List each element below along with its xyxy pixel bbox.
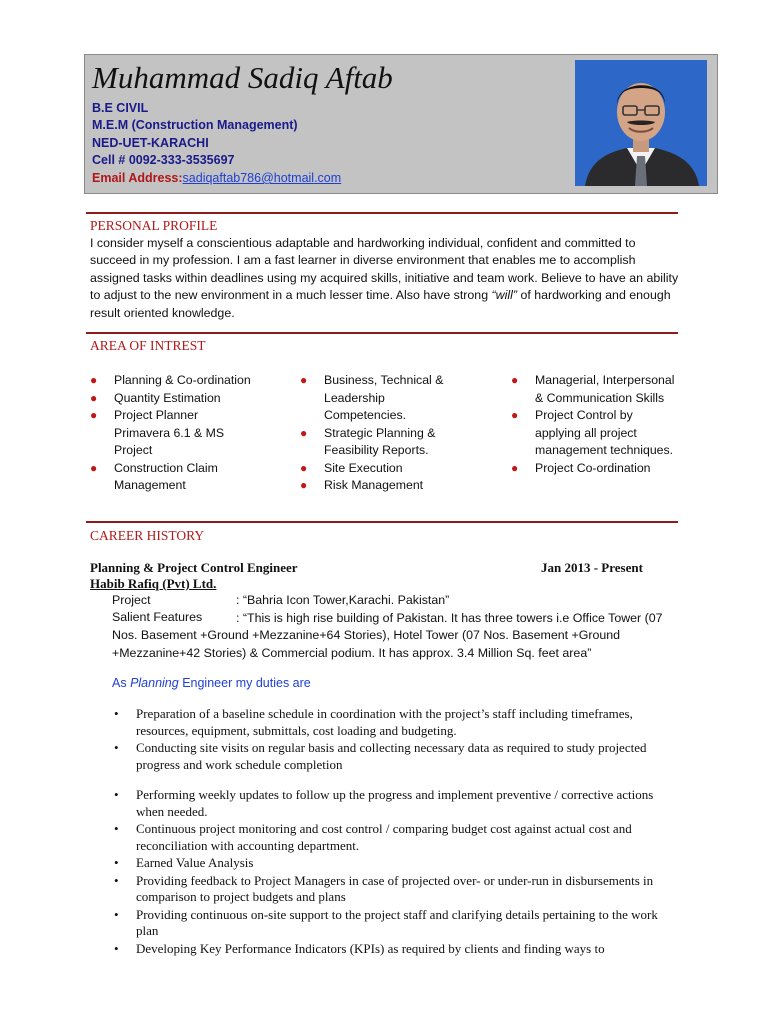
project-value: : “Bahria Icon Tower,Karachi. Pakistan” (236, 593, 450, 607)
list-item (300, 372, 455, 425)
bullet-icon: ● (511, 373, 519, 387)
list-item (90, 407, 240, 460)
section-divider (86, 212, 678, 214)
bullet-icon: ● (90, 390, 98, 405)
profile-title: PERSONAL PROFILE (90, 218, 218, 233)
list-item-text: Project Control by applying all project management techniques. (535, 408, 674, 457)
university: NED-UET-KARACHI (92, 136, 209, 150)
list-item (300, 477, 455, 495)
profile-photo (575, 60, 707, 186)
profile-text-main: I consider myself a conscientious adaptable and hardworking individual, confident and committed to succeed in my profession. I am a fast learner in diverse environment that enables me to accomplish assigned tasks within deadlines using my acquired skills, initiative and team work. Believe to have an ability to adjust to the new environment in a much lesser time. Also have strong (90, 236, 679, 303)
bullet-icon: • (114, 940, 119, 956)
list-item-text: Conducting site visits on regular basis and collecting necessary data as required to study projected progress and work schedule completion (136, 740, 647, 772)
list-item (300, 425, 455, 460)
list-item-text: Strategic Planning & Feasibility Reports. (324, 425, 436, 457)
list-item-text: Earned Value Analysis (136, 855, 254, 870)
list-item-text: Project Co-ordination (535, 460, 651, 475)
list-item-text: Providing continuous on-site support to the project staff and clarifying details pertaining to the work plan (136, 906, 658, 938)
list-item (112, 740, 682, 773)
list-item (90, 390, 270, 408)
list-item (112, 855, 682, 872)
list-item (511, 372, 681, 407)
bullet-icon: ● (90, 373, 98, 387)
list-item (511, 407, 681, 460)
list-item-text: Business, Technical & Leadership Competencies. (324, 373, 444, 422)
list-item-text: Site Execution (324, 460, 403, 475)
bullet-icon: • (114, 740, 119, 755)
job-dates: Jan 2013 - Present (541, 560, 643, 575)
features-label: Salient Features (112, 610, 203, 624)
duties-list (112, 706, 682, 958)
list-item-text: Quantity Estimation (114, 390, 221, 405)
bullet-icon: ● (300, 425, 308, 440)
bullet-icon: ● (300, 478, 308, 492)
list-item (511, 460, 681, 478)
bullet-icon: ● (300, 373, 308, 387)
bullet-icon: ● (90, 460, 98, 475)
list-item-text: Managerial, Interpersonal & Communication Skills (535, 373, 675, 405)
list-item (112, 873, 682, 906)
list-item (112, 821, 682, 854)
bullet-icon: ● (511, 408, 519, 422)
section-divider (86, 521, 678, 523)
career-title: CAREER HISTORY (90, 528, 205, 543)
bullet-icon: • (114, 821, 119, 836)
bullet-icon: • (114, 906, 119, 922)
duties-prefix: As (112, 676, 131, 690)
list-item (90, 372, 270, 390)
duties-heading (112, 676, 311, 690)
duties-role: Planning (130, 676, 179, 690)
list-item-text: Preparation of a baseline schedule in coordination with the project’s staff including timeframes, resources, equipment, submittals, cost loading and budgeting. (136, 706, 633, 738)
candidate-name: Muhammad Sadiq Aftab (92, 60, 393, 95)
degree-be: B.E CIVIL (92, 101, 149, 115)
list-item (112, 787, 682, 820)
list-item-text: Continuous project monitoring and cost control / comparing budget cost against actual cost and reconciliation with accounting department. (136, 821, 632, 853)
project-label: Project (112, 593, 151, 607)
profile-text-end: of hardworking and enough result oriented knowledge. (90, 288, 671, 320)
profile-text-emphasis: “will” (491, 288, 517, 303)
bullet-icon: ● (511, 460, 519, 475)
company-name: Habib Rafiq (Pvt) Ltd. (90, 576, 217, 591)
list-item-text: Project Planner Primavera 6.1 & MS Project (114, 408, 225, 457)
list-item (90, 460, 240, 495)
interest-title: AREA OF INTREST (90, 338, 206, 353)
interest-column-1 (90, 372, 270, 495)
list-item-text: Developing Key Performance Indicators (KPIs) as required by clients and finding ways to (136, 940, 605, 956)
bullet-icon: • (114, 787, 119, 802)
email-label: Email Address: (92, 171, 183, 185)
profile-text (90, 235, 680, 322)
bullet-icon: • (114, 706, 119, 721)
list-item-text: Construction Claim Management (114, 460, 218, 492)
list-item (112, 706, 682, 739)
list-item-text: Performing weekly updates to follow up the progress and implement preventive / corrective actions when needed. (136, 787, 654, 819)
interest-column-3 (511, 372, 681, 477)
list-item-text: Providing feedback to Project Managers in case of projected over- or under-run in disbursements in comparison to project budgets and plans (136, 872, 654, 904)
email-line (92, 171, 341, 185)
section-divider (86, 332, 678, 334)
email-link[interactable]: sadiqaftab786@hotmail.com (182, 171, 342, 185)
bullet-icon: ● (90, 408, 98, 422)
bullet-icon: • (114, 855, 119, 870)
list-item-text: Planning & Co-ordination (114, 373, 251, 387)
degree-mem: M.E.M (Construction Management) (92, 118, 298, 132)
duties-suffix: Engineer my duties are (178, 676, 311, 690)
job-title: Planning & Project Control Engineer (90, 560, 298, 575)
cell-number: Cell # 0092-333-3535697 (92, 153, 235, 167)
list-item (112, 907, 682, 940)
list-item-text: Risk Management (324, 478, 424, 492)
bullet-icon: • (114, 872, 119, 888)
list-item (300, 460, 455, 478)
interest-column-2 (300, 372, 455, 495)
list-item (112, 941, 682, 958)
features-value: : “This is high rise building of Pakistan. It has three towers i.e Office Tower (07 Nos. Basement +Ground +Mezzanine+64 Stories), Hotel Tower (07 Nos. Basement +Ground +Mezzanine+42 Stories) & Commercial podium. It has approx. 3.4 Million Sq. feet area” (112, 611, 663, 660)
bullet-icon: ● (300, 460, 308, 475)
